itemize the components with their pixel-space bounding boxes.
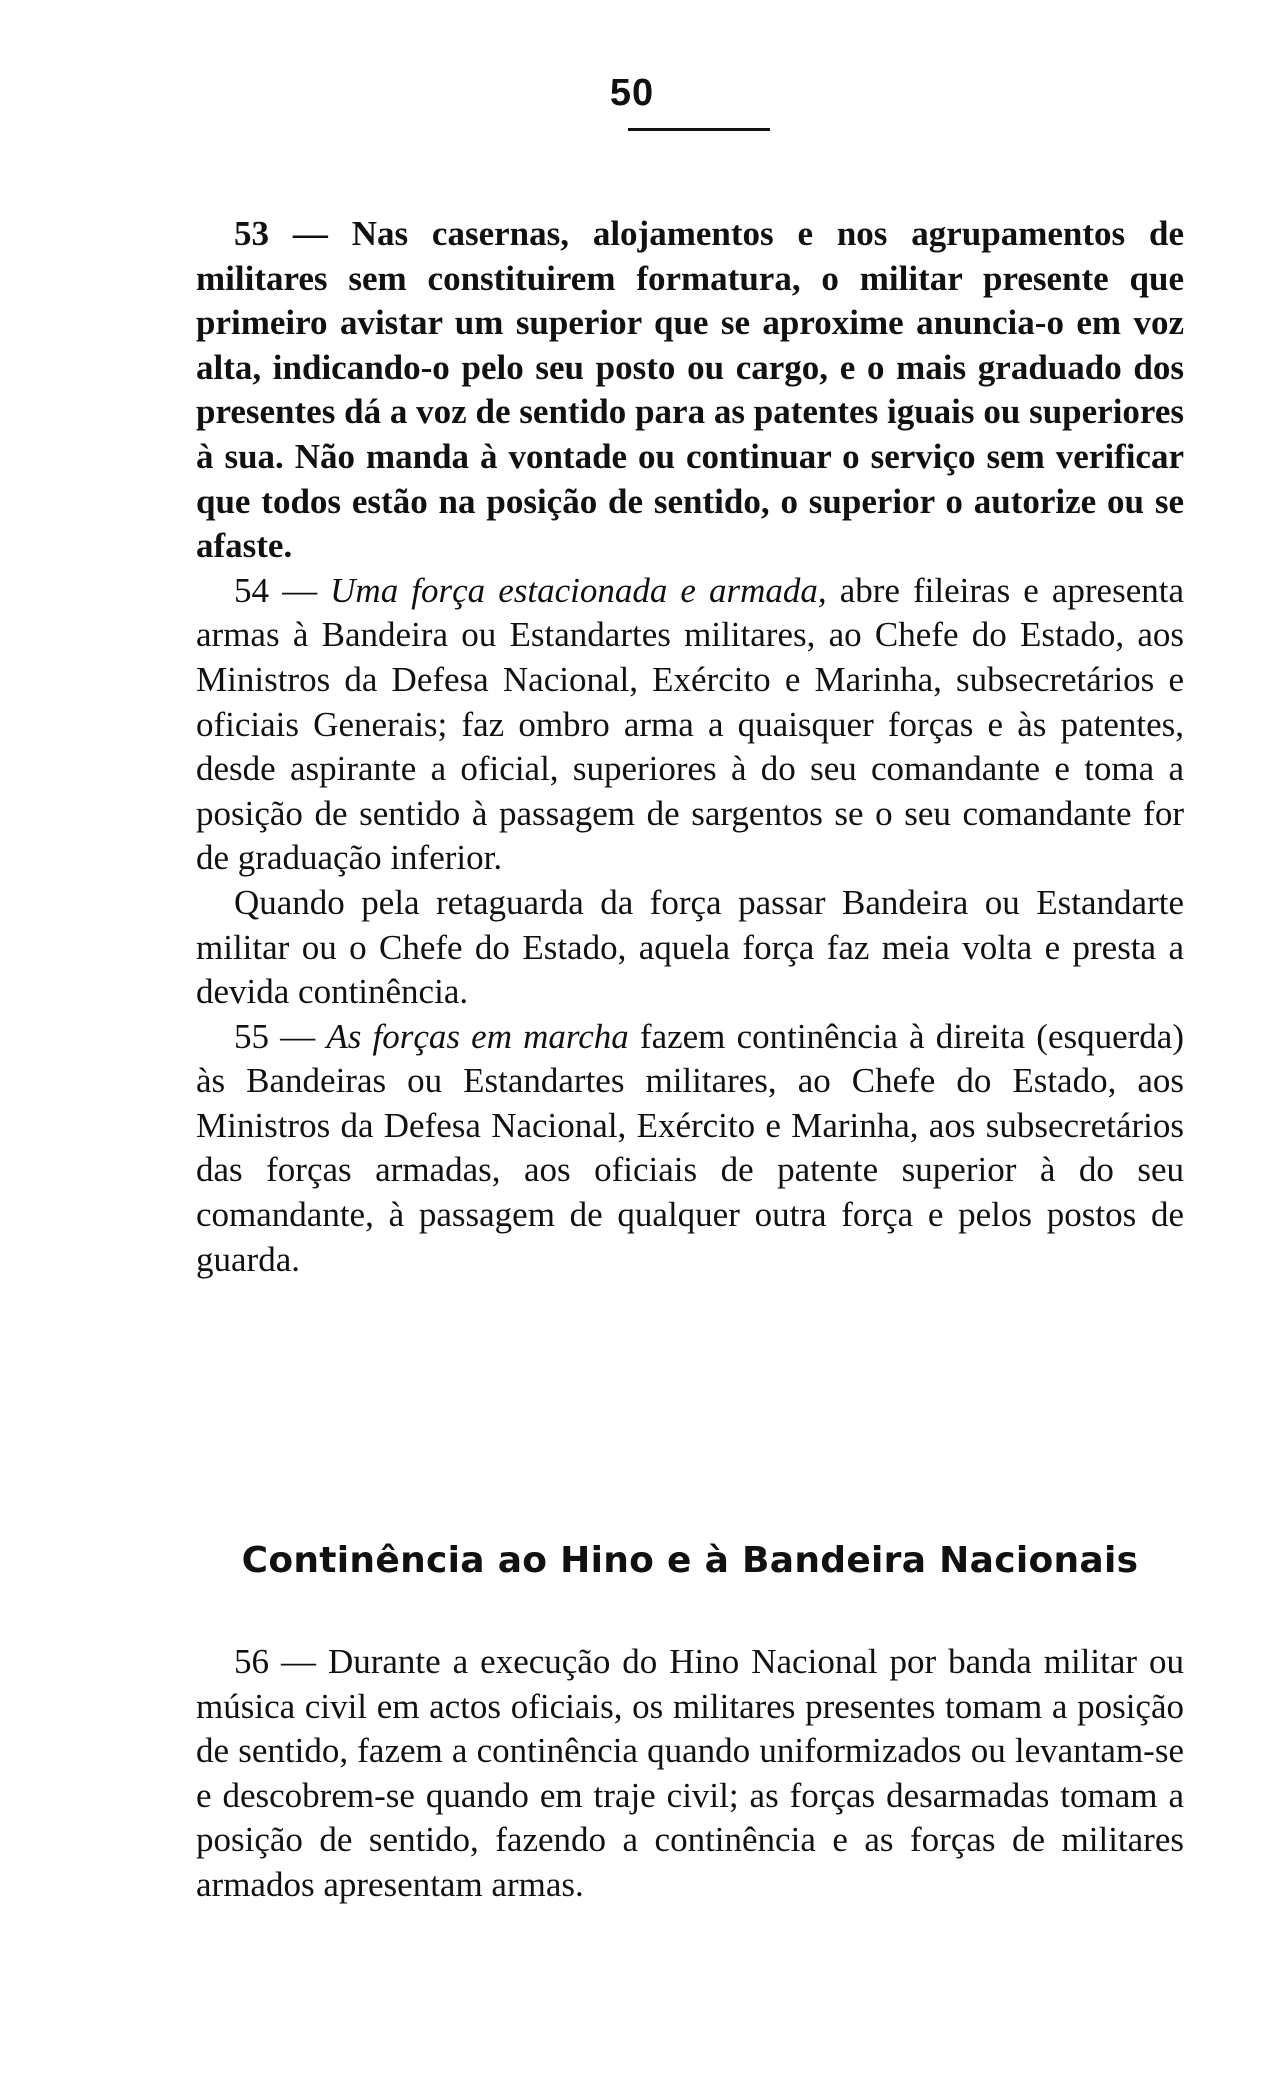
paragraph-text: Quando pela retaguarda da força passar Bandeira ou Estandarte militar ou o Chefe do Estado, aquela força faz meia volta e presta a devida continência. <box>196 882 1184 1012</box>
paragraph-text: Durante a execução do Hino Nacional por banda militar ou música civil em actos oficiais, os militares presentes tomam a posição de sentido, fazem a continência quando uniformizados ou levantam-se e descobrem-se quando em traje civil; as forças desarmadas tomam a posição de sentido, fazendo a continência e as forças de militares armados apresentam armas. <box>196 1642 1185 1904</box>
paragraph-text: Nas casernas, alojamentos e nos agrupamentos de militares sem constituirem formatura, o militar presente que primeiro avistar um superior que se aproxime anuncia-o em voz alta, indicando-o pelo seu posto ou cargo, e o mais graduado dos presentes dá a voz de sentido para as patentes iguais ou superiores à sua. Não manda à vontade ou continuar o serviço sem verificar que todos estão na posição de sentido, o superior o autorize ou se afaste. <box>196 214 1184 566</box>
paragraph-emphasis: As forças em marcha <box>326 1016 629 1056</box>
paragraph-54 <box>196 569 1184 881</box>
paragraph-dash: — <box>269 1642 328 1681</box>
page-number: 50 <box>609 72 655 114</box>
paragraph-number: 56 <box>234 1642 269 1681</box>
body-text-upper <box>196 212 1184 1282</box>
paragraph-55 <box>196 1015 1184 1283</box>
page-number-rule <box>628 128 770 131</box>
section-heading: Continência ao Hino e à Bandeira Nacionais <box>241 1540 1139 1581</box>
body-text-lower <box>196 1640 1184 1908</box>
paragraph-dash: — <box>269 1016 327 1056</box>
paragraph-number: 53 <box>234 214 269 253</box>
paragraph-dash: — <box>269 214 352 253</box>
paragraph-dash: — <box>269 570 331 610</box>
paragraph-number: 54 <box>234 570 269 610</box>
paragraph-53 <box>196 212 1184 569</box>
paragraph-number: 55 <box>234 1016 269 1056</box>
paragraph-56 <box>196 1640 1184 1908</box>
paragraph-text: fazem continência à direita (esquerda) às Bandeiras ou Estandartes militares, ao Chefe do Estado, aos Ministros da Defesa Nacional, Exército e Marinha, aos subsecretários das forças armadas, aos oficiais de patente superior à do seu comandante, à passagem de qualquer outra força e pelos postos de guarda. <box>196 1016 1184 1279</box>
paragraph-text: abre fileiras e apresenta armas à Bandeira ou Estandartes militares, ao Chefe do Estado, aos Ministros da Defesa Nacional, Exército e Marinha, subsecretários e oficiais Generais; faz ombro arma a quaisquer forças e às patentes, desde aspirante a oficial, superiores à do seu comandante e toma a posição de sentido à passagem de sargentos se o seu comandante for de graduação inferior. <box>196 570 1184 878</box>
paragraph-emphasis: Uma força estacionada e armada, <box>330 570 827 610</box>
paragraph-54-continuation <box>196 881 1184 1015</box>
